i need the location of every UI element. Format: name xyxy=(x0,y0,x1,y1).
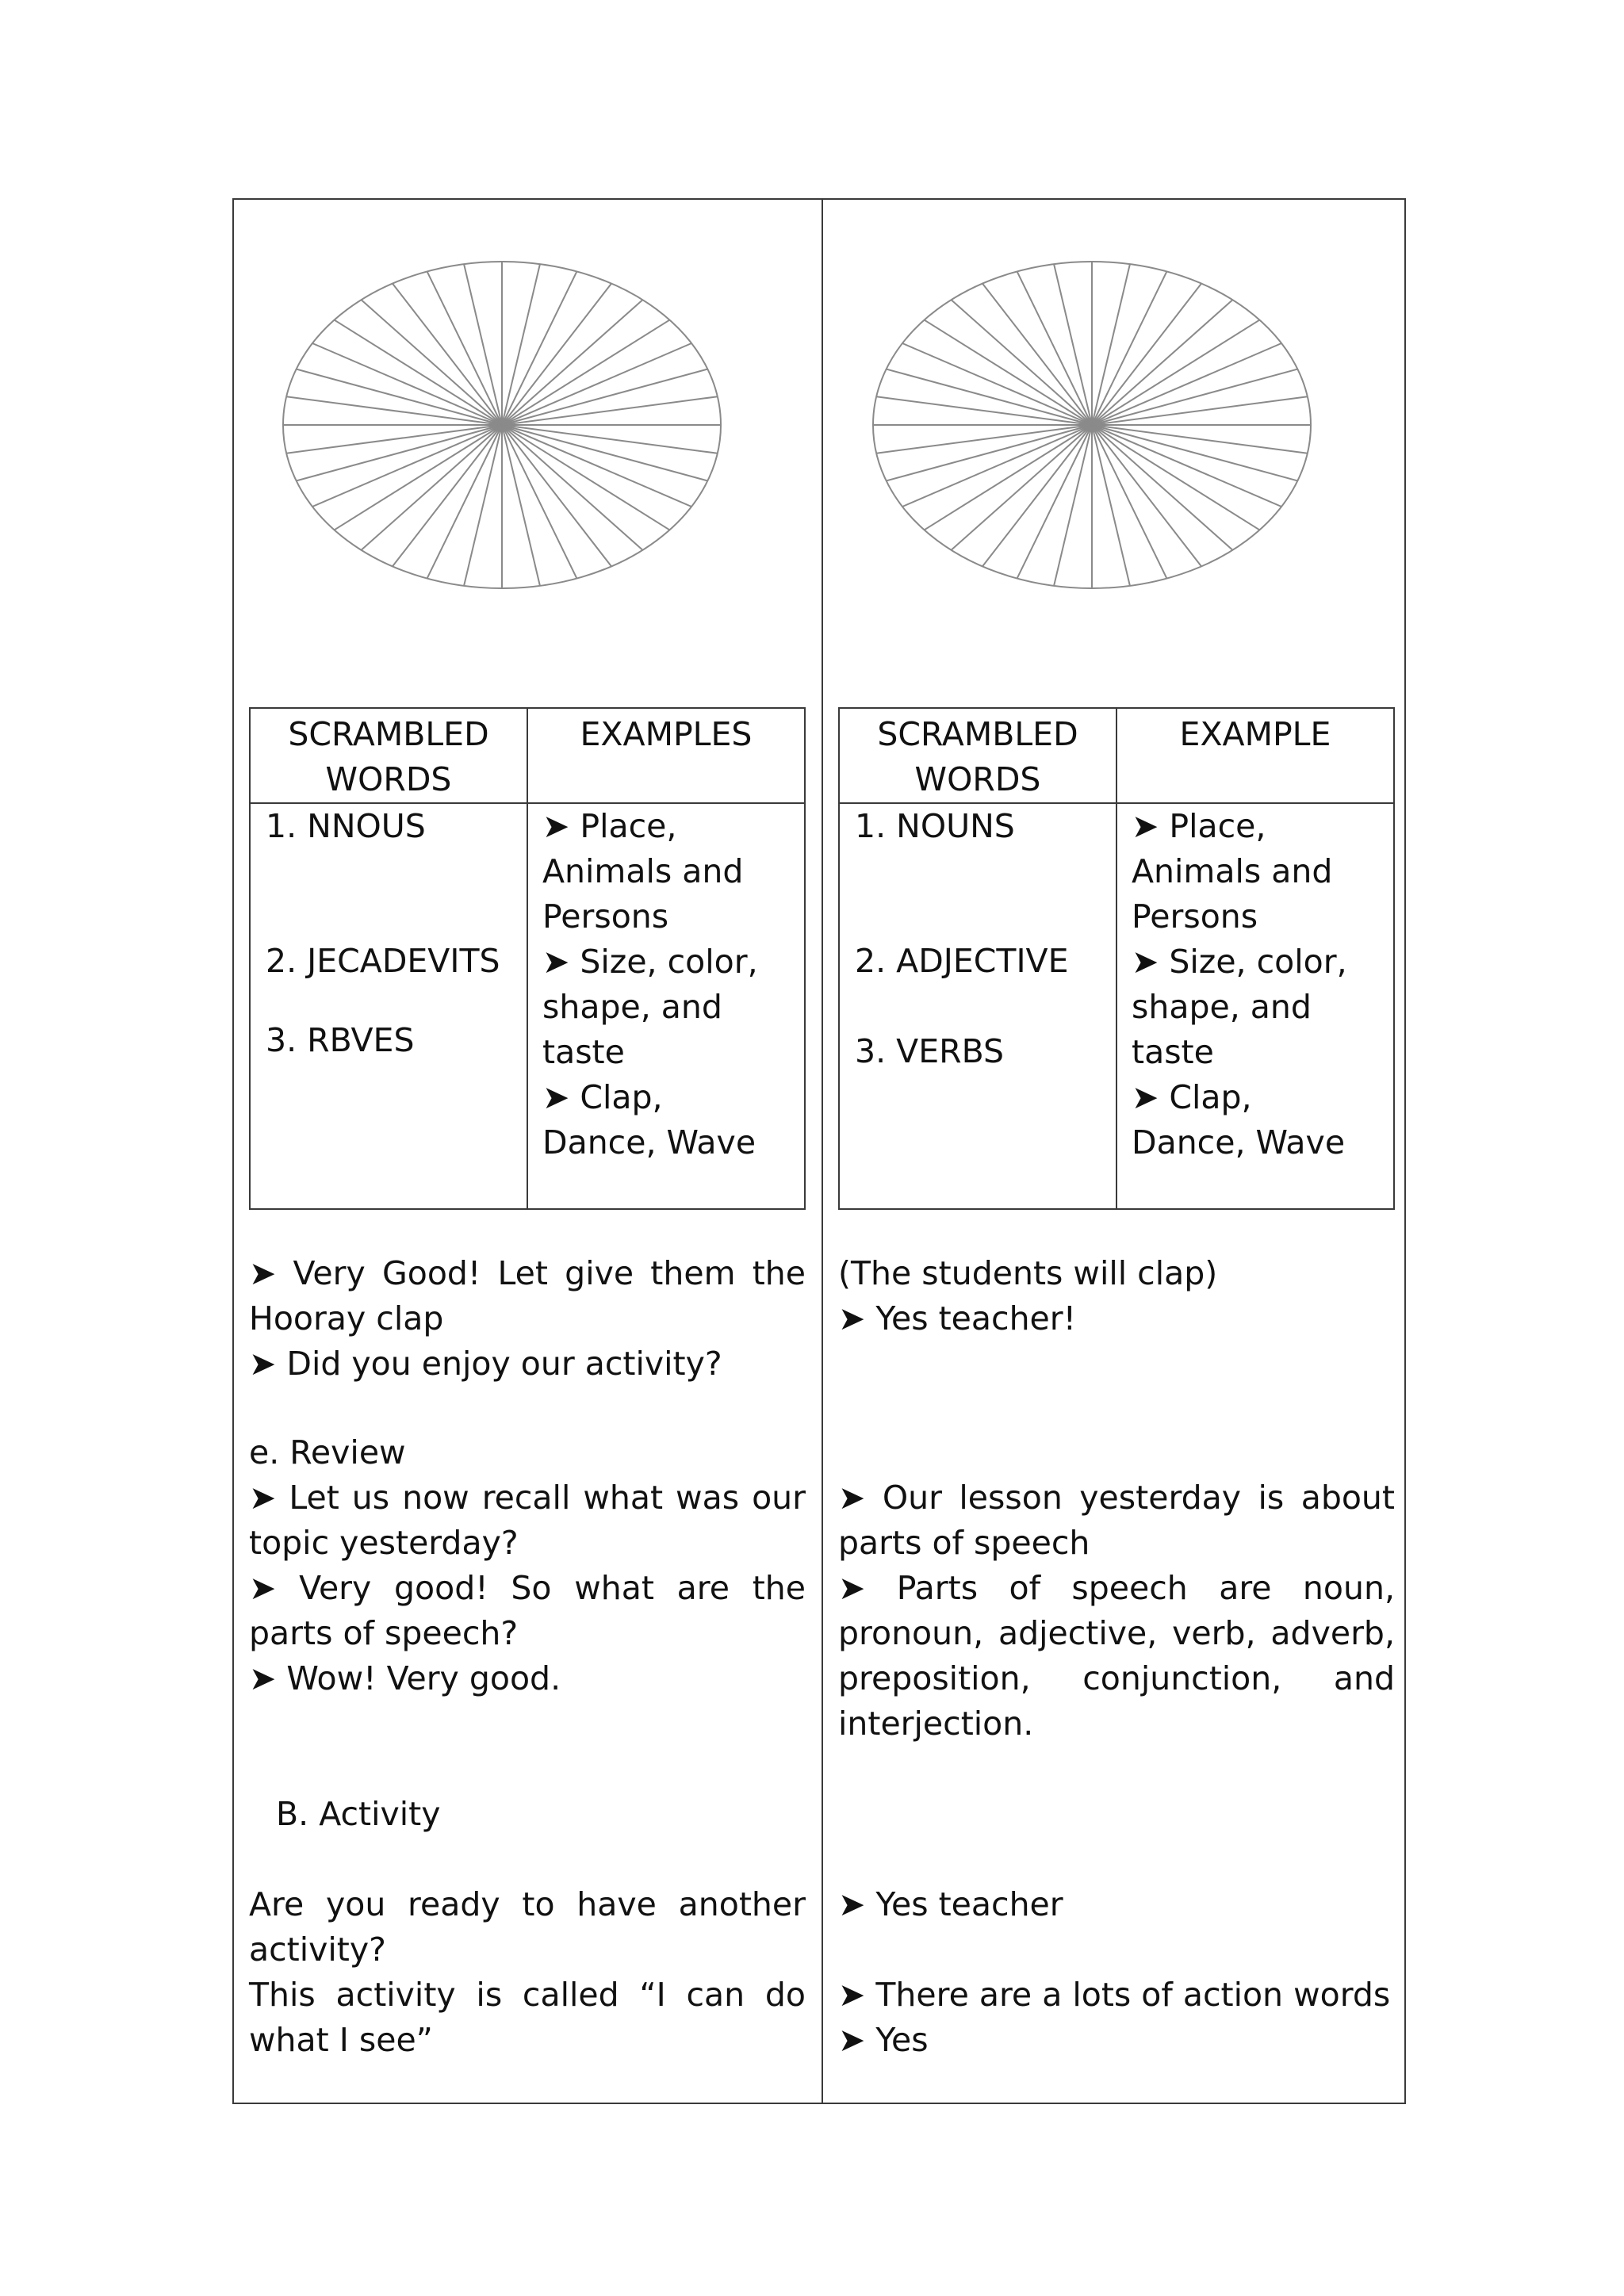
left-example-1: ➤ Place, Animals and Persons xyxy=(542,807,744,936)
left-examples-cell xyxy=(527,803,805,1209)
left-hooray-text: ➤ Very Good! Let give them the Hooray clap xyxy=(249,1254,806,1337)
left-word-3: 3. RBVES xyxy=(266,1021,415,1059)
right-header-example: EXAMPLE xyxy=(1116,708,1394,803)
right-yes: ➤ Yes xyxy=(838,2021,929,2059)
left-example-3: ➤ Clap, Dance, Wave xyxy=(542,1078,756,1161)
left-ready-question: Are you ready to have another activity? xyxy=(249,1885,806,1969)
right-example-2: ➤ Size, color, shape, and taste xyxy=(1132,943,1347,1071)
right-words-cell xyxy=(839,803,1116,1209)
right-word-2: 2. ADJECTIVE xyxy=(855,942,1069,980)
right-example-1: ➤ Place, Animals and Persons xyxy=(1132,807,1333,936)
left-recall-text: ➤ Let us now recall what was our topic yesterday? xyxy=(249,1479,806,1562)
left-activity-name: This activity is called “I can do what I see” xyxy=(249,1976,806,2059)
left-parts-question: ➤ Very good! So what are the parts of speech? xyxy=(249,1569,806,1652)
column-divider xyxy=(822,198,823,2104)
activity-heading: B. Activity xyxy=(276,1795,441,1833)
left-enjoy-question: ➤ Did you enjoy our activity? xyxy=(249,1345,722,1383)
right-examples-cell xyxy=(1116,803,1394,1209)
review-heading: e. Review xyxy=(249,1433,406,1471)
left-example-2: ➤ Size, color, shape, and taste xyxy=(542,943,758,1071)
right-wheel-image xyxy=(870,258,1314,591)
right-example-3: ➤ Clap, Dance, Wave xyxy=(1132,1078,1346,1161)
right-word-3: 3. VERBS xyxy=(855,1032,1005,1070)
right-header-words: SCRAMBLED WORDS xyxy=(839,708,1116,803)
left-words-cell xyxy=(250,803,527,1209)
left-header-examples: EXAMPLES xyxy=(527,708,805,803)
left-word-1: 1. NNOUS xyxy=(266,807,426,845)
right-scrambled-table xyxy=(838,707,1395,1210)
right-word-1: 1. NOUNS xyxy=(855,807,1015,845)
left-scrambled-table xyxy=(249,707,806,1210)
right-students-clap: (The students will clap) xyxy=(838,1254,1218,1292)
left-word-2: 2. JECADEVITS xyxy=(266,942,500,980)
right-yes-teacher-2: ➤ Yes teacher xyxy=(838,1885,1063,1923)
right-parts-answer: ➤ Parts of speech are noun, pronoun, adjective, verb, adverb, preposition, conjunction, and interjection. xyxy=(838,1569,1395,1743)
right-lesson-answer: ➤ Our lesson yesterday is about parts of speech xyxy=(838,1479,1395,1562)
right-action-words: ➤ There are a lots of action words xyxy=(838,1976,1391,2014)
left-wow-text: ➤ Wow! Very good. xyxy=(249,1659,561,1697)
left-header-words: SCRAMBLED WORDS xyxy=(250,708,527,803)
left-wheel-image xyxy=(280,258,724,591)
right-yes-teacher-1: ➤ Yes teacher! xyxy=(838,1299,1077,1337)
